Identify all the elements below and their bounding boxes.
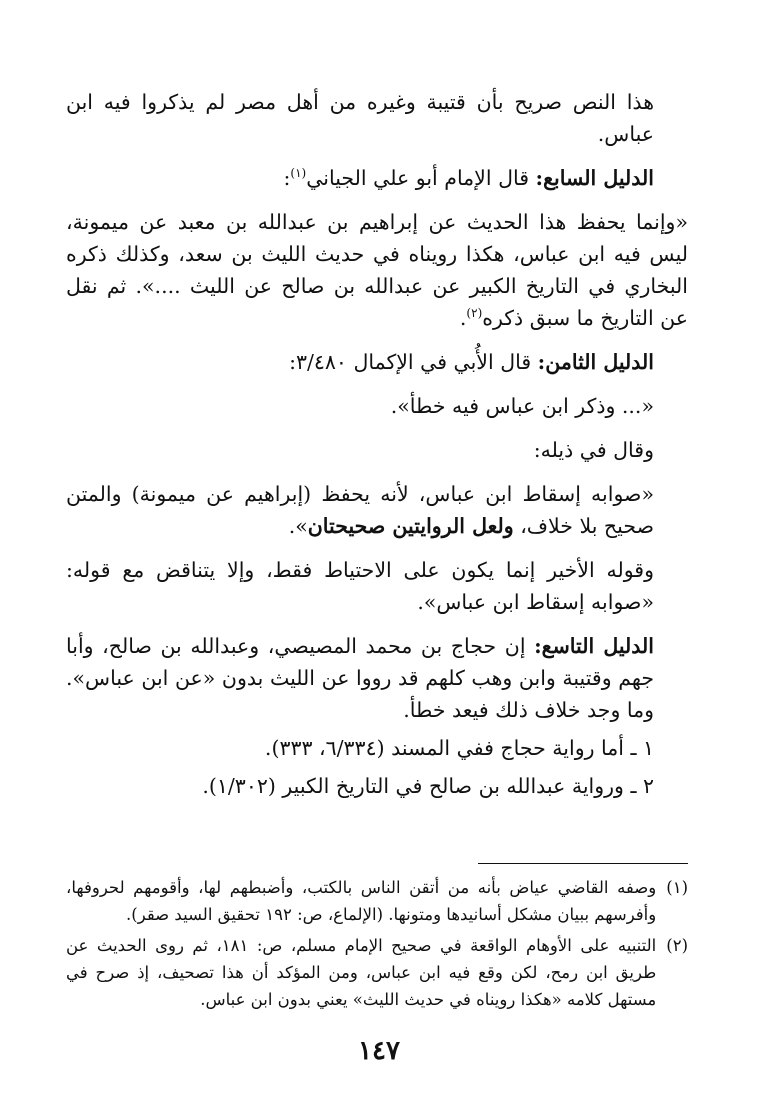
footnote-number: (١) bbox=[666, 878, 688, 897]
evidence-nine bbox=[66, 630, 688, 726]
evidence-eight-label: الدليل الثامن: bbox=[537, 350, 654, 374]
page-number: ١٤٧ bbox=[358, 1036, 400, 1066]
footnote-text: التنبيه على الأوهام الواقعة في صحيح الإمام مسلم، ص: ١٨١، ثم روى الحديث عن طريق ابن رمح، لكن وقع فيه ابن عباس، ومن المؤكد أن هذا تصحيف، إذ صرح في مستهل كلامه «هكذا رويناه في حديث الليث» يعني بدون ابن عباس. bbox=[66, 936, 657, 1009]
quote-jayyani bbox=[66, 206, 688, 334]
quote-jayyani-text: «وإنما يحفظ هذا الحديث عن إبراهيم بن عبدالله بن معبد عن ميمونة، ليس فيه ابن عباس، هكذا رويناه في حديث الليث بن سعد، وكذلك ذكره البخاري في التاريخ الكبير عن عبدالله بن صالح عن الليث ....». ثم نقل عن التاريخ ما سبق ذكره bbox=[66, 210, 688, 330]
footnotes bbox=[66, 874, 688, 1017]
quote-correction bbox=[66, 478, 688, 542]
paragraph-last-statement: وقوله الأخير إنما يكون على الاحتياط فقط، وإلا يتناقض مع قوله: «صوابه إسقاط ابن عباس». bbox=[66, 558, 654, 614]
quote-correction-bold: ولعل الروايتين صحيحتان bbox=[307, 514, 514, 538]
paragraph-said-in-appendix: وقال في ذيله: bbox=[533, 438, 654, 462]
footnote-ref-1[interactable]: (١) bbox=[290, 166, 307, 181]
list-item: ١ ـ أما رواية حجاج ففي المسند (٦/٣٣٤، ٣٣٣). bbox=[264, 736, 654, 760]
footnote-1 bbox=[66, 874, 688, 928]
evidence-seven-label: الدليل السابع: bbox=[535, 166, 654, 190]
evidence-eight bbox=[66, 346, 688, 378]
quote-correction-tail: ». bbox=[288, 514, 308, 538]
footnote-text: وصفه القاضي عياض بأنه من أتقن الناس بالكتب، وأضبطهم لها، وأقومهم لحروفها، وأفرسهم ببيان مشكل أسانيدها ومتونها. (الإلماع، ص: ١٩٢ تحقيق السيد صقر). bbox=[66, 878, 657, 924]
footnote-2 bbox=[66, 932, 688, 1013]
evidence-nine-text: إن حجاج بن محمد المصيصي، وعبدالله بن صالح، وأبا جهم وقتيبة وابن وهب كلهم قد رووا عن الليث بدون «عن ابن عباس». وما وجد خلاف ذلك فيعد خطأ. bbox=[66, 634, 654, 722]
footnote-number: (٢) bbox=[666, 936, 688, 955]
quote-jayyani-tail: . bbox=[459, 306, 467, 330]
list-item: ٢ ـ ورواية عبدالله بن صالح في التاريخ الكبير (١/٣٠٢). bbox=[202, 774, 654, 798]
paragraph-intro: هذا النص صريح بأن قتيبة وغيره من أهل مصر لم يذكروا فيه ابن عباس. bbox=[66, 90, 654, 146]
evidence-seven-tail: : bbox=[283, 166, 291, 190]
evidence-eight-text: قال الأُبي في الإكمال ٣/٤٨٠: bbox=[289, 350, 538, 374]
footnote-divider bbox=[478, 863, 688, 864]
quote-ubbi: «... وذكر ابن عباس فيه خطأ». bbox=[390, 394, 654, 418]
evidence-seven bbox=[66, 162, 688, 194]
evidence-nine-label: الدليل التاسع: bbox=[534, 634, 654, 658]
quote-correction-text: «صوابه إسقاط ابن عباس، لأنه يحفظ (إبراهيم عن ميمونة) والمتن صحيح بلا خلاف، bbox=[66, 482, 654, 538]
footnote-ref-2[interactable]: (٢) bbox=[466, 306, 483, 321]
evidence-seven-text: قال الإمام أبو علي الجياني bbox=[306, 166, 536, 190]
